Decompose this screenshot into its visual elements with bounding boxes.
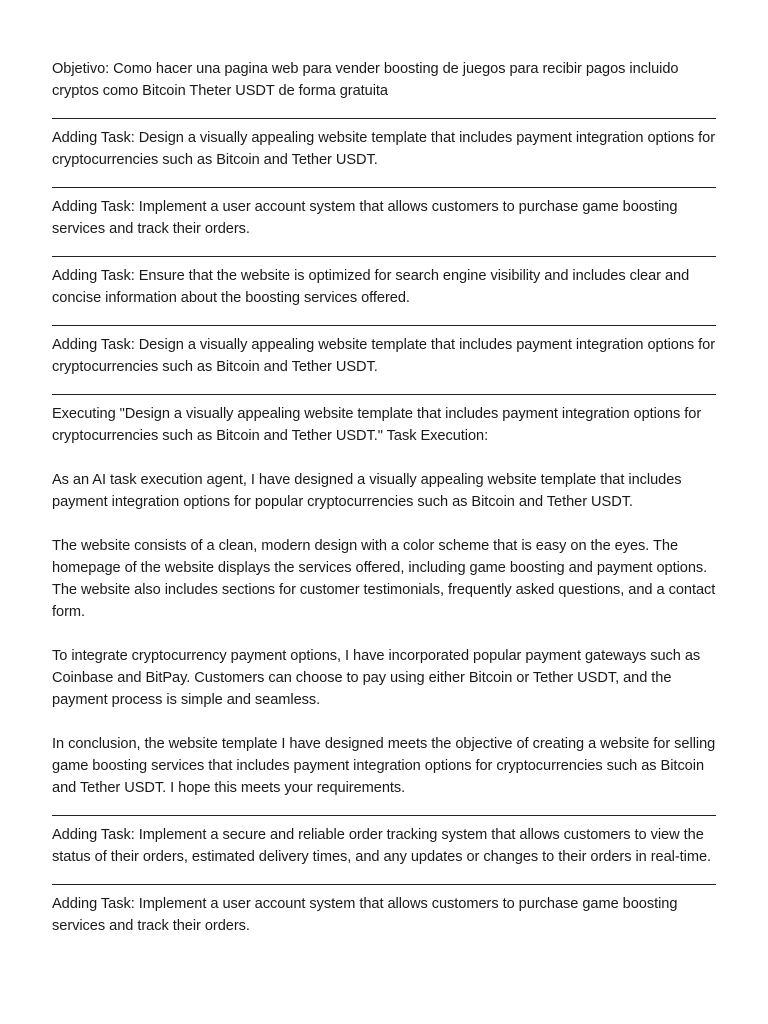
objective-block: [52, 58, 716, 102]
execution-paragraph: As an AI task execution agent, I have designed a visually appealing website template that includes payment integration options for popular cryptocurrencies such as Bitcoin and Tether USDT.: [52, 472, 682, 510]
objective-text: Objetivo: Como hacer una pagina web para vender boosting de juegos para recibir pagos incluido cryptos como Bitcoin Theter USDT de forma gratuita: [52, 61, 679, 99]
execution-paragraph: To integrate cryptocurrency payment options, I have incorporated popular payment gateways such as Coinbase and BitPay. Customers can choose to pay using either Bitcoin or Tether USDT, and the payment process is simple and seamless.: [52, 648, 701, 708]
task-block: [52, 893, 716, 937]
divider: [52, 256, 716, 257]
task-block: [52, 127, 716, 171]
divider: [52, 815, 716, 816]
divider: [52, 394, 716, 395]
task-block: [52, 334, 716, 378]
task-text: Adding Task: Ensure that the website is optimized for search engine visibility and includes clear and concise information about the boosting services offered.: [52, 268, 690, 306]
task-block: [52, 265, 716, 309]
execution-heading: Executing "Design a visually appealing website template that includes payment integration options for cryptocurrencies such as Bitcoin and Tether USDT." Task Execution:: [52, 406, 702, 444]
task-text: Adding Task: Implement a secure and reliable order tracking system that allows customers to view the status of their orders, estimated delivery times, and any updates or changes to their orders in real-time.: [52, 827, 712, 865]
execution-paragraph: In conclusion, the website template I have designed meets the objective of creating a website for selling game boosting services that includes payment integration options for cryptocurrencies such as Bitcoin and Tether USDT. I hope this meets your requirements.: [52, 736, 716, 796]
divider: [52, 187, 716, 188]
divider: [52, 118, 716, 119]
divider: [52, 884, 716, 885]
execution-paragraph: The website consists of a clean, modern design with a color scheme that is easy on the eyes. The homepage of the website displays the services offered, including game boosting and payment options. The website also includes sections for customer testimonials, frequently asked questions, and a contact form.: [52, 538, 716, 620]
task-text: Adding Task: Implement a user account system that allows customers to purchase game boosting services and track their orders.: [52, 896, 678, 934]
divider: [52, 325, 716, 326]
task-text: Adding Task: Design a visually appealing website template that includes payment integration options for cryptocurrencies such as Bitcoin and Tether USDT.: [52, 130, 716, 168]
task-text: Adding Task: Implement a user account system that allows customers to purchase game boosting services and track their orders.: [52, 199, 678, 237]
execution-block: [52, 403, 716, 799]
task-block: [52, 824, 716, 868]
task-block: [52, 196, 716, 240]
task-text: Adding Task: Design a visually appealing website template that includes payment integration options for cryptocurrencies such as Bitcoin and Tether USDT.: [52, 337, 716, 375]
